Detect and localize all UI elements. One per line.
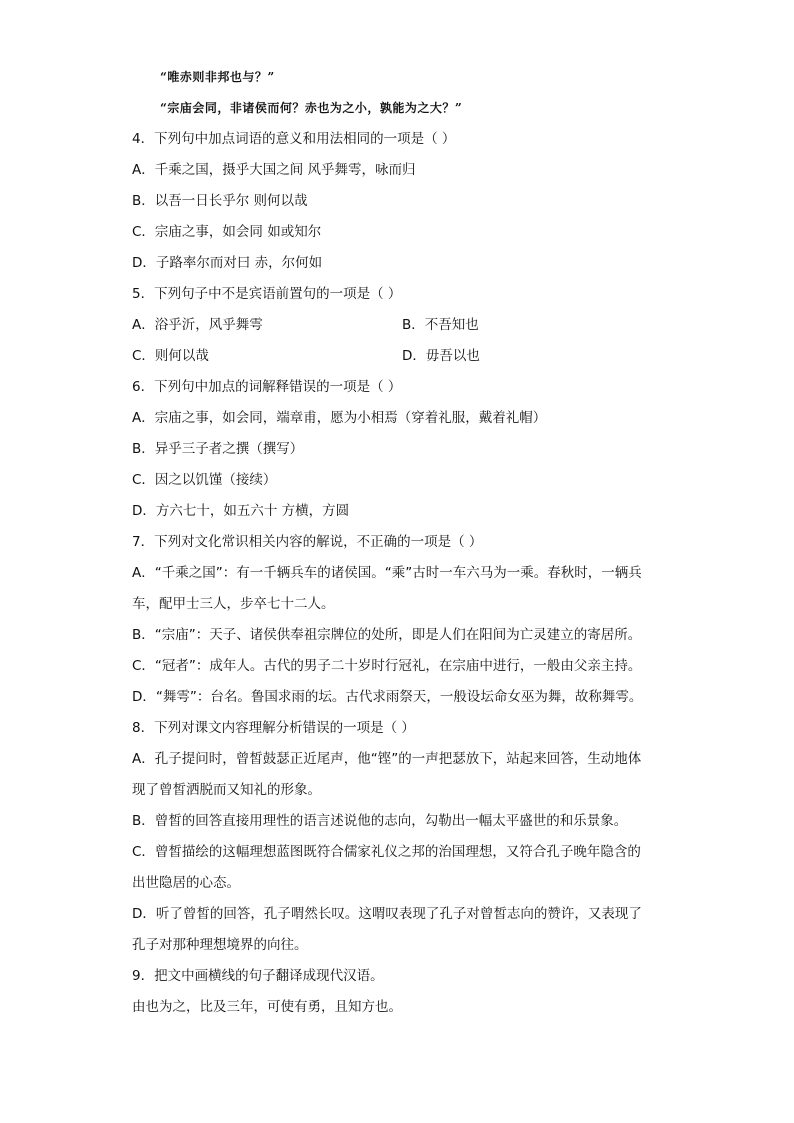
question-7-option-d: D．“舞雩”：台名。鲁国求雨的坛。古代求雨祭天，一般设坛命女巫为舞，故称舞雩。 xyxy=(132,689,643,705)
question-4-option-a: A．千乘之国，摄乎大国之间 风乎舞雩，咏而归 xyxy=(132,162,416,178)
question-8-option-a-line-2: 现了曾皙洒脱而又知礼的形象。 xyxy=(132,782,321,798)
question-5-option-d: D．毋吾以也 xyxy=(402,348,480,364)
question-5-option-a: A．浴乎沂，风乎舞雩 xyxy=(132,317,263,333)
question-8-option-a-line-1: A．孔子提问时，曾皙鼓瑟正近尾声，他“铿”的一声把瑟放下，站起来回答，生动地体 xyxy=(132,751,642,767)
question-9-sentence: 由也为之，比及三年，可使有勇，且知方也。 xyxy=(132,999,402,1015)
question-4-option-d: D．子路率尔而对曰 赤，尔何如 xyxy=(132,255,323,271)
question-6-stem: 6．下列句中加点的词解释错误的一项是（ ） xyxy=(132,379,402,395)
question-5-options-row-1 xyxy=(132,310,672,341)
question-4-option-b: B．以吾一日长乎尔 则何以哉 xyxy=(132,193,308,209)
quote-line-1: “唯赤则非邦也与？” xyxy=(160,70,275,84)
question-4-stem: 4．下列句中加点词语的意义和用法相同的一项是（ ） xyxy=(132,131,456,147)
question-4-option-c: C．宗庙之事，如会同 如或知尔 xyxy=(132,224,322,240)
question-7-option-a-line-2: 车，配甲士三人，步卒七十二人。 xyxy=(132,596,335,612)
question-5-option-c: C．则何以哉 xyxy=(132,348,209,364)
question-6-option-c: C．因之以饥馑（接续） xyxy=(132,472,277,488)
question-8-option-c-line-2: 出世隐居的心态。 xyxy=(132,875,240,891)
question-6-option-a: A．宗庙之事，如会同，端章甫，愿为小相焉（穿着礼服，戴着礼帽） xyxy=(132,410,547,426)
document-content xyxy=(132,62,672,1023)
question-9-stem: 9．把文中画横线的句子翻译成现代汉语。 xyxy=(132,968,384,984)
question-6-option-b: B．异乎三子者之撰（撰写） xyxy=(132,441,304,457)
question-7-stem: 7．下列对文化常识相关内容的解说，不正确的一项是（ ） xyxy=(132,534,483,550)
question-5-stem: 5．下列句子中不是宾语前置句的一项是（ ） xyxy=(132,286,402,302)
question-8-option-d-line-1: D．听了曾皙的回答，孔子喟然长叹。这喟叹表现了孔子对曾皙志向的赞许，又表现了 xyxy=(132,906,642,922)
question-6-option-d: D．方六七十，如五六十 方横，方圆 xyxy=(132,503,350,519)
question-8-option-b: B．曾皙的回答直接用理性的语言述说他的志向，勾勒出一幅太平盛世的和乐景象。 xyxy=(132,813,628,829)
question-8-stem: 8．下列对课文内容理解分析错误的一项是（ ） xyxy=(132,720,415,736)
question-7-option-c: C．“冠者”：成年人。古代的男子二十岁时行冠礼，在宗庙中进行，一般由父亲主持。 xyxy=(132,658,642,674)
question-8-option-d-line-2: 孔子对那种理想境界的向往。 xyxy=(132,937,308,953)
question-5-option-b: B．不吾知也 xyxy=(402,317,479,333)
question-8-option-c-line-1: C．曾皙描绘的这幅理想蓝图既符合儒家礼仪之邦的治国理想，又符合孔子晚年隐含的 xyxy=(132,844,641,860)
quote-line-2: “宗庙会同，非诸侯而何？赤也为之小，孰能为之大？” xyxy=(160,101,463,115)
question-7-option-a-line-1: A．“千乘之国”：有一千辆兵车的诸侯国。“乘”古时一车六马为一乘。春秋时，一辆兵 xyxy=(132,565,642,581)
question-7-option-b: B．“宗庙”：天子、诸侯供奉祖宗牌位的处所，即是人们在阳间为亡灵建立的寄居所。 xyxy=(132,627,642,643)
question-5-options-row-2 xyxy=(132,341,672,372)
